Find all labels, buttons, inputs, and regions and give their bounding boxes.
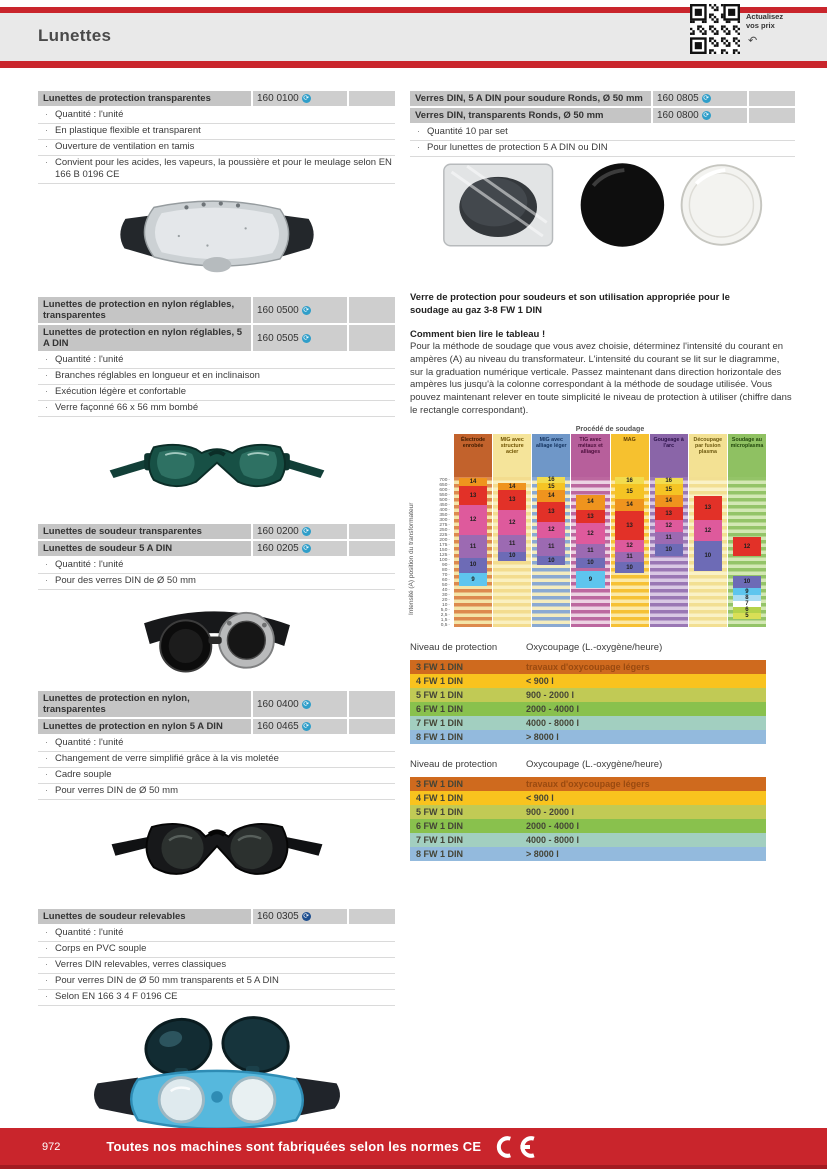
product-photo-round-welding-goggles	[38, 590, 395, 682]
col-header-niveau: Niveau de protection	[410, 758, 498, 770]
bullet-item: · Verres DIN relevables, verres classiques	[38, 958, 395, 974]
chart-y-axis-label: Intensité (A) position du transformateur	[408, 502, 415, 615]
price-cell	[349, 325, 395, 351]
protection-table-header	[410, 759, 766, 770]
welding-info-section	[410, 291, 795, 418]
protection-level: 3 FW 1 DIN	[416, 778, 464, 789]
chart-column-body	[532, 477, 570, 627]
round-welding-goggles-photo	[126, 591, 308, 681]
page-number: 972	[42, 1140, 61, 1153]
chart-column-header: MIG avec structure acier	[493, 434, 531, 477]
price-cell	[749, 91, 795, 106]
product-title-row	[38, 524, 395, 539]
bullet-item: · Verre façonné 66 x 56 mm bombé	[38, 401, 395, 417]
product-photo-black-spectacles	[38, 800, 395, 900]
chart-column-body	[728, 477, 766, 627]
y-tick: 10 -	[420, 603, 450, 608]
price-cell	[349, 297, 395, 323]
chart-segment: 10	[498, 552, 526, 561]
chart-segment: 16	[655, 478, 683, 484]
left-column	[38, 91, 395, 1163]
chart-segment: 15	[655, 484, 683, 495]
y-tick: 400 -	[420, 508, 450, 513]
chart-segment: 5	[733, 613, 761, 619]
y-tick: 650 -	[420, 483, 450, 488]
header-red-rule	[0, 61, 827, 68]
y-tick: 300 -	[420, 518, 450, 523]
product-title: Lunettes de soudeur relevables	[38, 909, 251, 924]
bullet-item: · Pour lunettes de protection 5 A DIN ou DIN	[410, 141, 795, 157]
update-icon: ⟳	[303, 700, 310, 708]
product-title: Lunettes de protection transparentes	[38, 91, 251, 106]
chart-segment: 10	[694, 541, 722, 571]
table-row	[410, 716, 766, 730]
product-title: Lunettes de protection en nylon 5 A DIN	[38, 719, 251, 734]
chart-segment: 9	[576, 571, 604, 588]
table-row	[410, 702, 766, 716]
bullet-item: · Ouverture de ventilation en tamis	[38, 140, 395, 156]
y-tick: 450 -	[420, 503, 450, 508]
chart-column-body	[611, 477, 649, 627]
update-icon: ⟳	[303, 306, 310, 314]
protection-level: 3 FW 1 DIN	[416, 661, 464, 672]
black-spectacles-photo	[102, 802, 332, 898]
chart-column-header: Gougeage à l'arc	[650, 434, 688, 477]
info-paragraph: Pour la méthode de soudage que vous avez choisie, déterminez l'intensité du courant en ampères (A) au niveau du transformateur. L'intensité du courant se lit sur le diagramme, sur la graduation numérique verticale. Passez maintenant dans direction horizontale des ampères lus jusqu'à la colonne correspondant à la méthode de soudage utilisée. Vous pouvez maintenant relever en toute simplicité le niveau de protection à utiliser (chiffre dans le rectangle correspondant).	[410, 341, 792, 416]
protection-level: 5 FW 1 DIN	[416, 806, 464, 817]
right-column	[410, 91, 795, 861]
qr-label: Actualisez vos prix	[746, 12, 784, 30]
bullet-item: · Pour verres DIN de Ø 50 mm	[38, 784, 395, 800]
chart-column-body	[493, 477, 531, 627]
chart-segment: 10	[459, 558, 487, 573]
bullet-item: · Pour des verres DIN de Ø 50 mm	[38, 574, 395, 590]
info-subheading: Comment bien lire le tableau !	[410, 329, 546, 340]
product-code: 160 0805 ⟳	[653, 91, 747, 106]
chart-segment: 13	[576, 510, 604, 524]
bullet-item: · Cadre souple	[38, 768, 395, 784]
chart-segment: 8	[733, 595, 761, 601]
protection-table	[410, 642, 766, 744]
y-tick: 2,5 -	[420, 613, 450, 618]
chart-segment: 9	[459, 573, 487, 587]
chart-segment: 14	[655, 495, 683, 507]
y-tick: 500 -	[420, 498, 450, 503]
chart-column-header: MIG avec alliage léger	[532, 434, 570, 477]
table-row	[410, 805, 766, 819]
product-block	[38, 91, 395, 288]
table-row	[410, 777, 766, 791]
bullet-item: · Quantité : l'unité	[38, 736, 395, 752]
chart-segment: 7	[733, 601, 761, 607]
bullet-item: · Convient pour les acides, les vapeurs, la poussière et pour le meulage selon EN 166 B 0196 CE	[38, 156, 395, 184]
chart-segment: 14	[615, 499, 643, 511]
chart-column-body	[650, 477, 688, 627]
y-tick: 225 -	[420, 533, 450, 538]
curved-arrow-icon: ↶	[748, 35, 758, 47]
protection-level: 8 FW 1 DIN	[416, 848, 464, 859]
chart-segment: 12	[498, 510, 526, 536]
oxycoupage-value: < 900 l	[526, 792, 554, 803]
qr-code	[690, 4, 740, 54]
y-tick: 250 -	[420, 528, 450, 533]
product-title: Lunettes de protection en nylon réglables, 5 A DIN	[38, 325, 251, 351]
chart-segment: 13	[537, 502, 565, 522]
product-title: Lunettes de protection en nylon réglables, transparentes	[38, 297, 251, 323]
welding-protection-chart	[410, 426, 766, 627]
chart-column-header: MAG	[611, 434, 649, 477]
bullet-item: · Exécution légère et confortable	[38, 385, 395, 401]
update-icon: ⟳	[303, 95, 310, 102]
chart-segment: 12	[459, 505, 487, 535]
chart-segment: 11	[459, 535, 487, 558]
chart-column	[611, 434, 649, 627]
product-title-row	[38, 909, 395, 924]
chart-segment: 10	[733, 576, 761, 588]
y-tick: 1,5 -	[420, 618, 450, 623]
chart-column	[571, 434, 609, 627]
update-icon: ⟳	[703, 112, 710, 119]
chart-segment: 11	[498, 535, 526, 552]
chart-segment: 14	[537, 490, 565, 502]
product-bullets	[410, 125, 795, 157]
product-title: Lunettes de soudeur transparentes	[38, 524, 251, 539]
chart-segment: 13	[459, 486, 487, 506]
y-tick: 0,5 -	[420, 623, 450, 628]
oxycoupage-value: 900 - 2000 l	[526, 689, 575, 700]
chart-y-ticks	[420, 478, 450, 628]
product-code: 160 0505 ⟳	[253, 325, 347, 351]
product-title-row	[38, 719, 395, 734]
product-title-row	[38, 297, 395, 323]
chart-segment: 12	[733, 537, 761, 557]
chart-segment: 6	[733, 607, 761, 613]
product-title: Verres DIN, transparents Ronds, Ø 50 mm	[410, 108, 651, 123]
product-code: 160 0205 ⟳	[253, 541, 347, 556]
product-photo-green-spectacles	[38, 417, 395, 515]
table-row	[410, 660, 766, 674]
protection-level: 7 FW 1 DIN	[416, 834, 464, 845]
protection-level: 4 FW 1 DIN	[416, 675, 464, 686]
y-tick: 60 -	[420, 578, 450, 583]
y-tick: 200 -	[420, 538, 450, 543]
protection-level: 5 FW 1 DIN	[416, 689, 464, 700]
product-title-row	[38, 325, 395, 351]
oxycoupage-value: < 900 l	[526, 675, 554, 686]
table-row	[410, 847, 766, 861]
oxycoupage-value: 4000 - 8000 l	[526, 717, 580, 728]
y-tick: 40 -	[420, 588, 450, 593]
bullet-item: · Quantité : l'unité	[38, 558, 395, 574]
product-block	[38, 909, 395, 1154]
product-title-row	[38, 541, 395, 556]
right-product-block	[410, 91, 795, 253]
price-cell	[349, 719, 395, 734]
chart-column-header: Électrode enrobée	[454, 434, 492, 477]
chart-column-body	[571, 477, 609, 627]
product-code: 160 0465 ⟳	[253, 719, 347, 734]
product-code: 160 0400 ⟳	[253, 691, 347, 717]
chart-column-header: TIG avec métaux et alliages	[571, 434, 609, 477]
bullet-item: · Branches réglables en longueur et en inclinaison	[38, 369, 395, 385]
chart-column	[493, 434, 531, 627]
chart-title: Procédé de soudage	[575, 425, 645, 433]
bullet-item: · Corps en PVC souple	[38, 942, 395, 958]
col-header-oxycoupage: Oxycoupage (L.-oxygène/heure)	[526, 641, 663, 653]
product-title-row	[410, 91, 795, 106]
update-icon: ⟳	[303, 723, 310, 730]
chart-column	[454, 434, 492, 627]
chart-segment: 9	[733, 588, 761, 596]
product-code: 160 0800 ⟳	[653, 108, 747, 123]
product-bullets	[38, 353, 395, 417]
chart-segment: 14	[576, 495, 604, 510]
product-bullets	[38, 108, 395, 184]
oxycoupage-value: > 8000 l	[526, 848, 559, 859]
table-row	[410, 674, 766, 688]
y-tick: 550 -	[420, 493, 450, 498]
y-tick: 80 -	[420, 568, 450, 573]
green-spectacles-photo	[102, 420, 332, 512]
chart-segment: 12	[537, 522, 565, 539]
oxycoupage-value: 4000 - 8000 l	[526, 834, 580, 845]
chart-segment: 10	[576, 558, 604, 569]
chart-column	[532, 434, 570, 627]
product-title: Lunettes de soudeur 5 A DIN	[38, 541, 251, 556]
page-footer	[0, 1128, 827, 1169]
protection-table-header	[410, 642, 766, 653]
product-code: 160 0500 ⟳	[253, 297, 347, 323]
product-bullets	[38, 736, 395, 800]
oxycoupage-value: > 8000 l	[526, 731, 559, 742]
price-cell	[349, 691, 395, 717]
chart-segment: 13	[655, 507, 683, 521]
chart-column-body	[454, 477, 492, 627]
bullet-item: · Quantité : l'unité	[38, 353, 395, 369]
oxycoupage-value: travaux d'oxycoupage légers	[526, 661, 650, 672]
bullet-item: · Changement de verre simplifié grâce à la vis moletée	[38, 752, 395, 768]
chart-columns	[454, 434, 766, 627]
y-tick: 175 -	[420, 543, 450, 548]
product-bullets	[38, 558, 395, 590]
y-tick: 20 -	[420, 598, 450, 603]
product-code: 160 0305 ⟳	[253, 909, 347, 924]
clear-goggles-photo	[112, 188, 322, 284]
round-lenses-photo	[438, 158, 768, 252]
product-title: Lunettes de protection en nylon, transparentes	[38, 691, 251, 717]
update-icon: ⟳	[303, 334, 310, 342]
chart-segment: 10	[537, 556, 565, 565]
bullet-item: · Quantité 10 par set	[410, 125, 795, 141]
y-tick: 50 -	[420, 583, 450, 588]
protection-level: 8 FW 1 DIN	[416, 731, 464, 742]
product-title: Verres DIN, 5 A DIN pour soudure Ronds, Ø 50 mm	[410, 91, 651, 106]
chart-segment: 13	[615, 511, 643, 540]
protection-level: 7 FW 1 DIN	[416, 717, 464, 728]
page-content	[0, 68, 827, 1163]
oxycoupage-value: travaux d'oxycoupage légers	[526, 778, 650, 789]
update-icon: ⟳	[303, 545, 310, 552]
chart-segment: 15	[537, 483, 565, 491]
product-title-row	[38, 691, 395, 717]
chart-segment: 14	[498, 483, 526, 491]
chart-segment: 13	[498, 490, 526, 510]
chart-column	[689, 434, 727, 627]
product-photo-clear-goggles	[38, 184, 395, 288]
product-bullets	[38, 926, 395, 1006]
price-cell	[749, 108, 795, 123]
table-row	[410, 833, 766, 847]
y-tick: 30 -	[420, 593, 450, 598]
y-tick: 90 -	[420, 563, 450, 568]
chart-segment: 11	[537, 538, 565, 556]
product-block	[38, 297, 395, 515]
table-row	[410, 688, 766, 702]
chart-column	[650, 434, 688, 627]
product-code: 160 0100 ⟳	[253, 91, 347, 106]
bullet-item: · Selon EN 166 3 4 F 0196 CE	[38, 990, 395, 1006]
info-heading: Verre de protection pour soudeurs et son utilisation appropriée pour le soudage au gaz 3-8 FW 1 DIN	[410, 292, 730, 316]
oxycoupage-value: 2000 - 4000 l	[526, 820, 580, 831]
chart-segment: 13	[694, 496, 722, 520]
chart-segment: 14	[459, 478, 487, 486]
col-header-oxycoupage: Oxycoupage (L.-oxygène/heure)	[526, 758, 663, 770]
protection-table	[410, 759, 766, 861]
bullet-item: · Quantité : l'unité	[38, 926, 395, 942]
chart-segment: 16	[615, 477, 643, 485]
table-row	[410, 819, 766, 833]
product-block	[38, 691, 395, 900]
protection-level: 6 FW 1 DIN	[416, 703, 464, 714]
chart-segment: 11	[576, 544, 604, 558]
y-tick: 600 -	[420, 488, 450, 493]
product-block	[38, 524, 395, 682]
bullet-item: · Pour verres DIN de Ø 50 mm transparents et 5 A DIN	[38, 974, 395, 990]
y-tick: 275 -	[420, 523, 450, 528]
oxycoupage-value: 900 - 2000 l	[526, 806, 575, 817]
update-icon: ⟳	[303, 528, 310, 535]
bullet-item: · Quantité : l'unité	[38, 108, 395, 124]
chart-column-header: Découpage par fusion plasma	[689, 434, 727, 477]
price-cell	[349, 91, 395, 106]
chart-segment: 12	[615, 540, 643, 552]
chart-segment: 12	[655, 520, 683, 532]
chart-segment: 10	[655, 544, 683, 556]
chart-segment: 11	[655, 532, 683, 544]
footer-text: Toutes nos machines sont fabriquées selon les normes CE	[106, 1139, 482, 1154]
y-tick: 100 -	[420, 558, 450, 563]
product-photo-round-lenses	[410, 157, 795, 253]
chart-segment: 15	[615, 484, 643, 499]
update-icon: ⟳	[703, 95, 710, 102]
y-tick: 150 -	[420, 548, 450, 553]
price-cell	[349, 909, 395, 924]
protection-level: 4 FW 1 DIN	[416, 792, 464, 803]
chart-segment: 16	[537, 477, 565, 483]
product-code: 160 0200 ⟳	[253, 524, 347, 539]
chart-segment: 11	[615, 552, 643, 563]
table-row	[410, 791, 766, 805]
protection-tables	[410, 642, 795, 861]
col-header-niveau: Niveau de protection	[410, 641, 498, 653]
chart-segment: 10	[615, 562, 643, 573]
chart-column-body	[689, 477, 727, 627]
chart-column	[728, 434, 766, 627]
price-cell	[349, 541, 395, 556]
chart-segment: 12	[576, 523, 604, 544]
product-block	[410, 91, 795, 253]
page-title: Lunettes	[38, 26, 112, 45]
product-title-row	[38, 91, 395, 106]
y-tick: 125 -	[420, 553, 450, 558]
price-cell	[349, 524, 395, 539]
table-row	[410, 730, 766, 744]
chart-segment: 12	[694, 520, 722, 541]
ce-mark-icon	[495, 1135, 537, 1159]
chart-column-header: Soudage au microplasma	[728, 434, 766, 477]
oxycoupage-value: 2000 - 4000 l	[526, 703, 580, 714]
y-tick: 350 -	[420, 513, 450, 518]
y-tick: 70 -	[420, 573, 450, 578]
protection-level: 6 FW 1 DIN	[416, 820, 464, 831]
y-tick: 700 -	[420, 478, 450, 483]
info-icon: ⟳	[303, 913, 310, 920]
product-title-row	[410, 108, 795, 123]
y-tick: 5,0 -	[420, 608, 450, 613]
bullet-item: · En plastique flexible et transparent	[38, 124, 395, 140]
